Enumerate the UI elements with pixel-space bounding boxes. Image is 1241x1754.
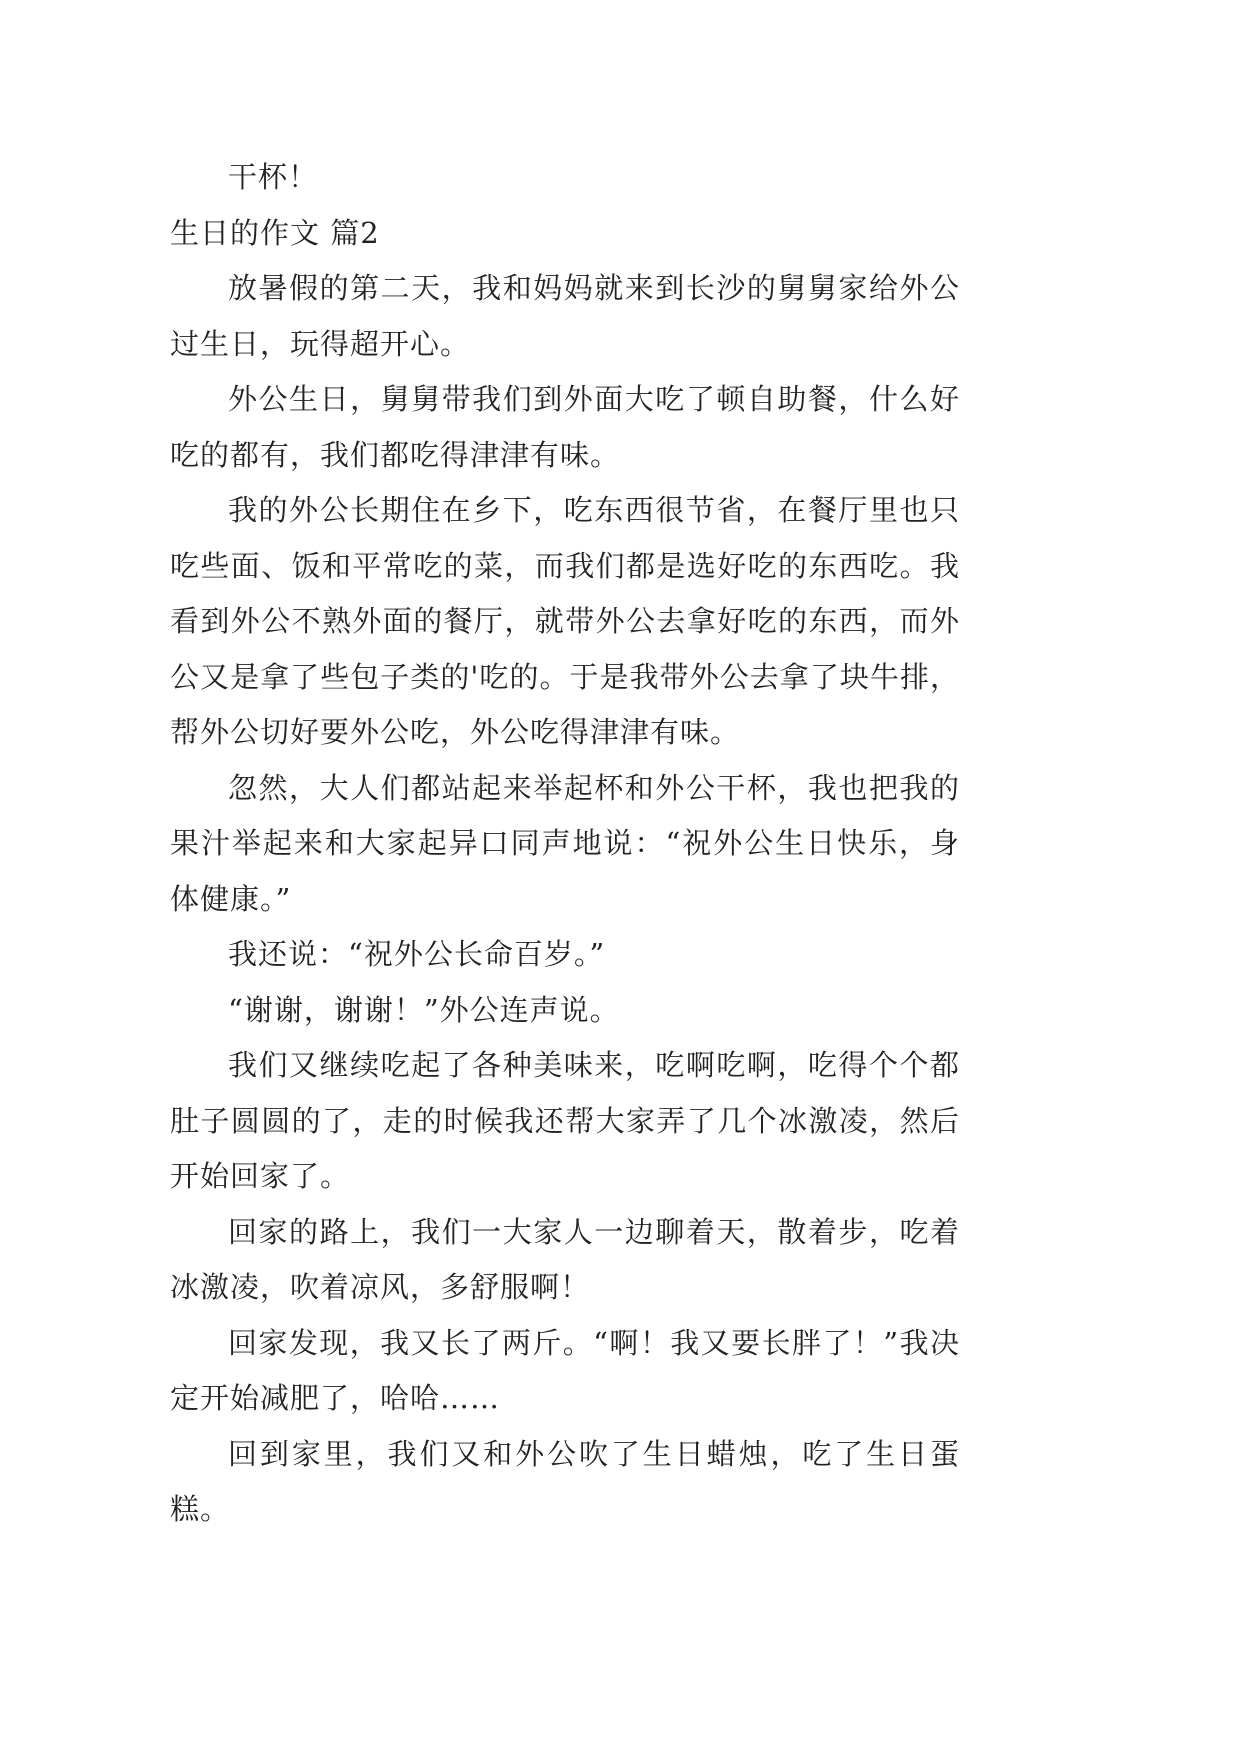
paragraph-3: 我的外公长期住在乡下，吃东西很节省，在餐厅里也只吃些面、饭和平常吃的菜，而我们都是选好吃的东西吃。我看到外公不熟外面的餐厅，就带外公去拿好吃的东西，而外公又是拿了些包子类的'吃的。于是我带外公去拿了块牛排，帮外公切好要外公吃，外公吃得津津有味。 xyxy=(170,493,960,749)
paragraph-1: 放暑假的第二天，我和妈妈就来到长沙的舅舅家给外公过生日，玩得超开心。 xyxy=(170,271,960,361)
document-body xyxy=(170,150,960,1538)
paragraph-7: 我们又继续吃起了各种美味来，吃啊吃啊，吃得个个都肚子圆圆的了，走的时候我还帮大家弄了几个冰激凌，然后开始回家了。 xyxy=(170,1048,960,1193)
section-heading: 生日的作文 篇2 xyxy=(170,215,380,250)
paragraph-10: 回到家里，我们又和外公吹了生日蜡烛，吃了生日蛋糕。 xyxy=(170,1436,960,1526)
paragraph-6: “谢谢，谢谢！”外公连声说。 xyxy=(228,992,620,1027)
paragraph-2: 外公生日，舅舅带我们到外面大吃了顿自助餐，什么好吃的都有，我们都吃得津津有味。 xyxy=(170,382,960,472)
paragraph-8: 回家的路上，我们一大家人一边聊着天，散着步，吃着冰激凌，吹着凉风，多舒服啊！ xyxy=(170,1214,960,1304)
paragraph-4: 忽然，大人们都站起来举起杯和外公干杯，我也把我的果汁举起来和大家起异口同声地说：“祝外公生日快乐，身体健康。” xyxy=(170,770,960,916)
paragraph-9: 回家发现，我又长了两斤。“啊！我又要长胖了！”我决定开始减肥了，哈哈…… xyxy=(170,1325,960,1415)
paragraph-5: 我还说：“祝外公长命百岁。” xyxy=(228,937,606,971)
paragraph-top-fragment: 干杯！ xyxy=(228,160,319,194)
